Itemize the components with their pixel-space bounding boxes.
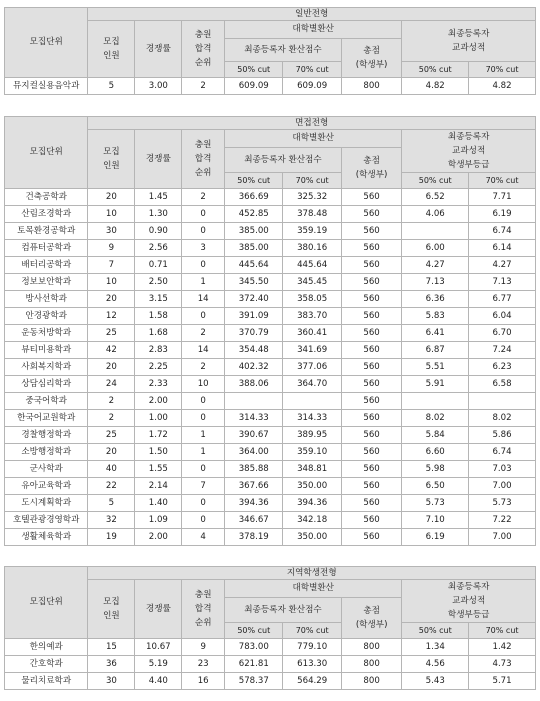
- total-cell: 560: [341, 512, 401, 529]
- total-cell: 560: [341, 240, 401, 257]
- ratio-cell: 2.33: [135, 376, 182, 393]
- unit-cell: 안경광학과: [5, 308, 88, 325]
- cut70-score-cell: 389.95: [283, 427, 341, 444]
- rank-cell: 1: [182, 444, 225, 461]
- total-cell: 560: [341, 308, 401, 325]
- cut70-grade-cell: 5.86: [469, 427, 536, 444]
- unit-cell: 소방행정학과: [5, 444, 88, 461]
- table-row: [5, 342, 536, 359]
- quota-cell: 10: [88, 206, 135, 223]
- header-final-score: 최종등록자 환산점수: [225, 148, 342, 173]
- table-general: [4, 7, 536, 95]
- header-total: 총점 (학생부): [341, 39, 401, 78]
- rank-cell: 0: [182, 461, 225, 478]
- rank-cell: 14: [182, 342, 225, 359]
- cut50-score-cell: 385.00: [225, 240, 283, 257]
- ratio-cell: 2.56: [135, 240, 182, 257]
- rank-cell: 2: [182, 325, 225, 342]
- cut70-grade-cell: 1.42: [469, 639, 536, 656]
- cut50-grade-cell: 6.41: [402, 325, 469, 342]
- total-cell: 560: [341, 274, 401, 291]
- unit-cell: 컴퓨터공학과: [5, 240, 88, 257]
- cut70-score-cell: 350.00: [283, 529, 341, 546]
- cut50-score-cell: 390.67: [225, 427, 283, 444]
- cut70-grade-cell: 5.73: [469, 495, 536, 512]
- header-final-score: 최종등록자 환산점수: [225, 598, 342, 623]
- cut70-score-cell: 350.00: [283, 478, 341, 495]
- total-cell: 560: [341, 410, 401, 427]
- quota-cell: 19: [88, 529, 135, 546]
- cut70-grade-cell: 6.58: [469, 376, 536, 393]
- cut70-grade-cell: 7.22: [469, 512, 536, 529]
- cut50-grade-cell: 6.19: [402, 529, 469, 546]
- rank-cell: 0: [182, 512, 225, 529]
- ratio-cell: 0.71: [135, 257, 182, 274]
- ratio-cell: 4.40: [135, 673, 182, 690]
- cut50-score-cell: 385.00: [225, 223, 283, 240]
- cut50-score-cell: 452.85: [225, 206, 283, 223]
- total-cell: 560: [341, 189, 401, 206]
- ratio-cell: 2.50: [135, 274, 182, 291]
- rank-cell: 16: [182, 673, 225, 690]
- cut70-score-cell: 377.06: [283, 359, 341, 376]
- cut70-score-cell: 359.19: [283, 223, 341, 240]
- ratio-cell: 1.68: [135, 325, 182, 342]
- total-cell: 560: [341, 359, 401, 376]
- cut50-score-cell: 314.33: [225, 410, 283, 427]
- header-quota: 모집 인원: [88, 580, 135, 639]
- header-univ-conv: 대학별환산: [225, 130, 402, 148]
- table-row: [5, 308, 536, 325]
- rank-cell: 0: [182, 206, 225, 223]
- quota-cell: 20: [88, 359, 135, 376]
- cut70-score-cell: 314.33: [283, 410, 341, 427]
- cut50-score-cell: 370.79: [225, 325, 283, 342]
- ratio-cell: 1.50: [135, 444, 182, 461]
- table-regional: [4, 566, 536, 690]
- cut50-grade-cell: [402, 223, 469, 240]
- header-unit: 모집단위: [5, 117, 88, 189]
- table-body: [5, 639, 536, 690]
- quota-cell: 15: [88, 639, 135, 656]
- cut70-score-cell: [283, 393, 341, 410]
- table-row: [5, 274, 536, 291]
- rank-cell: 1: [182, 274, 225, 291]
- ratio-cell: 1.30: [135, 206, 182, 223]
- cut70-score-cell: 380.16: [283, 240, 341, 257]
- table-row: [5, 461, 536, 478]
- cut70-grade-cell: 7.00: [469, 478, 536, 495]
- ratio-cell: 1.58: [135, 308, 182, 325]
- cut50-grade-cell: 6.87: [402, 342, 469, 359]
- cut70-score-cell: 342.18: [283, 512, 341, 529]
- quota-cell: 5: [88, 78, 135, 95]
- ratio-cell: 1.09: [135, 512, 182, 529]
- cut50-grade-cell: 6.60: [402, 444, 469, 461]
- total-cell: 560: [341, 206, 401, 223]
- header-grade-cut70: 70% cut: [469, 62, 536, 78]
- unit-cell: 뷰티미용학과: [5, 342, 88, 359]
- unit-cell: 뮤지컬실용음악과: [5, 78, 88, 95]
- rank-cell: 0: [182, 308, 225, 325]
- rank-cell: 23: [182, 656, 225, 673]
- cut70-grade-cell: 6.23: [469, 359, 536, 376]
- unit-cell: 호텔관광경영학과: [5, 512, 88, 529]
- unit-cell: 상담심리학과: [5, 376, 88, 393]
- ratio-cell: 2.83: [135, 342, 182, 359]
- cut70-grade-cell: 4.73: [469, 656, 536, 673]
- cut50-score-cell: 402.32: [225, 359, 283, 376]
- unit-cell: 배터리공학과: [5, 257, 88, 274]
- header-quota: 모집 인원: [88, 130, 135, 189]
- cut70-grade-cell: 5.71: [469, 673, 536, 690]
- cut70-grade-cell: 6.04: [469, 308, 536, 325]
- ratio-cell: 2.00: [135, 393, 182, 410]
- header-cut50: 50% cut: [225, 623, 283, 639]
- unit-cell: 도시계획학과: [5, 495, 88, 512]
- header-grade-cut70: 70% cut: [469, 173, 536, 189]
- table-row: [5, 325, 536, 342]
- cut70-score-cell: 383.70: [283, 308, 341, 325]
- ratio-cell: 2.14: [135, 478, 182, 495]
- header-unit: 모집단위: [5, 8, 88, 78]
- header-final-grade: 최종등록자 교과성적: [402, 21, 536, 62]
- header-cut70: 70% cut: [283, 623, 341, 639]
- total-cell: 800: [341, 673, 401, 690]
- table-row: [5, 189, 536, 206]
- table-body: [5, 78, 536, 95]
- header-rank: 충원 합격 순위: [182, 580, 225, 639]
- table-row: [5, 240, 536, 257]
- header-grade-cut50: 50% cut: [402, 62, 469, 78]
- cut50-score-cell: 366.69: [225, 189, 283, 206]
- table-row: [5, 656, 536, 673]
- rank-cell: 4: [182, 529, 225, 546]
- rank-cell: 0: [182, 410, 225, 427]
- cut70-grade-cell: 7.03: [469, 461, 536, 478]
- unit-cell: 군사학과: [5, 461, 88, 478]
- cut50-grade-cell: 6.50: [402, 478, 469, 495]
- table-interview: [4, 116, 536, 546]
- quota-cell: 30: [88, 673, 135, 690]
- table-row: [5, 512, 536, 529]
- cut50-score-cell: 609.09: [225, 78, 283, 95]
- header-rank: 충원 합격 순위: [182, 21, 225, 78]
- ratio-cell: 1.55: [135, 461, 182, 478]
- total-cell: 560: [341, 325, 401, 342]
- unit-cell: 산림조경학과: [5, 206, 88, 223]
- header-final-score: 최종등록자 환산점수: [225, 39, 342, 62]
- quota-cell: 20: [88, 291, 135, 308]
- rank-cell: 0: [182, 495, 225, 512]
- cut50-grade-cell: 4.27: [402, 257, 469, 274]
- total-cell: 560: [341, 495, 401, 512]
- rank-cell: 0: [182, 257, 225, 274]
- total-cell: 560: [341, 376, 401, 393]
- quota-cell: 32: [88, 512, 135, 529]
- header-grade-cut50: 50% cut: [402, 623, 469, 639]
- header-cut70: 70% cut: [283, 173, 341, 189]
- rank-cell: 14: [182, 291, 225, 308]
- quota-cell: 22: [88, 478, 135, 495]
- rank-cell: 2: [182, 189, 225, 206]
- total-cell: 560: [341, 444, 401, 461]
- cut50-score-cell: 385.88: [225, 461, 283, 478]
- header-rank: 충원 합격 순위: [182, 130, 225, 189]
- cut70-score-cell: 348.81: [283, 461, 341, 478]
- cut50-score-cell: 367.66: [225, 478, 283, 495]
- section-title: 지역학생전형: [88, 567, 536, 580]
- cut70-score-cell: 360.41: [283, 325, 341, 342]
- rank-cell: 10: [182, 376, 225, 393]
- unit-cell: 한국어교원학과: [5, 410, 88, 427]
- unit-cell: 사회복지학과: [5, 359, 88, 376]
- header-final-grade: 최종등록자 교과성적 학생부등급: [402, 130, 536, 173]
- rank-cell: 0: [182, 223, 225, 240]
- header-univ-conv: 대학별환산: [225, 580, 402, 598]
- cut70-score-cell: 609.09: [283, 78, 341, 95]
- cut50-grade-cell: 5.43: [402, 673, 469, 690]
- total-cell: 560: [341, 393, 401, 410]
- total-cell: 560: [341, 461, 401, 478]
- cut70-grade-cell: 6.70: [469, 325, 536, 342]
- quota-cell: 2: [88, 410, 135, 427]
- cut70-grade-cell: 8.02: [469, 410, 536, 427]
- unit-cell: 운동처방학과: [5, 325, 88, 342]
- quota-cell: 20: [88, 189, 135, 206]
- cut50-grade-cell: 6.52: [402, 189, 469, 206]
- quota-cell: 42: [88, 342, 135, 359]
- cut70-score-cell: 359.10: [283, 444, 341, 461]
- quota-cell: 9: [88, 240, 135, 257]
- header-cut50: 50% cut: [225, 173, 283, 189]
- cut50-score-cell: 354.48: [225, 342, 283, 359]
- header-quota: 모집 인원: [88, 21, 135, 78]
- unit-cell: 토목환경공학과: [5, 223, 88, 240]
- header-grade-cut70: 70% cut: [469, 623, 536, 639]
- unit-cell: 방사선학과: [5, 291, 88, 308]
- cut50-score-cell: 364.00: [225, 444, 283, 461]
- header-cut70: 70% cut: [283, 62, 341, 78]
- header-grade-cut50: 50% cut: [402, 173, 469, 189]
- cut50-score-cell: 372.40: [225, 291, 283, 308]
- cut50-score-cell: 578.37: [225, 673, 283, 690]
- cut50-grade-cell: 5.98: [402, 461, 469, 478]
- table-row: [5, 639, 536, 656]
- ratio-cell: 2.25: [135, 359, 182, 376]
- cut50-score-cell: 391.09: [225, 308, 283, 325]
- cut70-score-cell: 345.45: [283, 274, 341, 291]
- cut70-score-cell: 394.36: [283, 495, 341, 512]
- cut70-grade-cell: [469, 393, 536, 410]
- cut50-grade-cell: 7.13: [402, 274, 469, 291]
- header-unit: 모집단위: [5, 567, 88, 639]
- rank-cell: 3: [182, 240, 225, 257]
- cut50-grade-cell: 7.10: [402, 512, 469, 529]
- ratio-cell: 1.45: [135, 189, 182, 206]
- cut50-grade-cell: 5.51: [402, 359, 469, 376]
- cut70-grade-cell: 6.19: [469, 206, 536, 223]
- header-final-grade: 최종등록자 교과성적 학생부등급: [402, 580, 536, 623]
- cut70-grade-cell: 6.74: [469, 223, 536, 240]
- header-univ-conv: 대학별환산: [225, 21, 402, 39]
- rank-cell: 9: [182, 639, 225, 656]
- quota-cell: 12: [88, 308, 135, 325]
- cut70-score-cell: 613.30: [283, 656, 341, 673]
- table-row: [5, 478, 536, 495]
- section-title: 면접전형: [88, 117, 536, 130]
- ratio-cell: 5.19: [135, 656, 182, 673]
- cut50-grade-cell: 6.00: [402, 240, 469, 257]
- cut50-grade-cell: [402, 393, 469, 410]
- unit-cell: 한의예과: [5, 639, 88, 656]
- ratio-cell: 1.72: [135, 427, 182, 444]
- cut50-grade-cell: 1.34: [402, 639, 469, 656]
- unit-cell: 건축공학과: [5, 189, 88, 206]
- cut70-score-cell: 378.48: [283, 206, 341, 223]
- total-cell: 800: [341, 656, 401, 673]
- quota-cell: 40: [88, 461, 135, 478]
- total-cell: 800: [341, 639, 401, 656]
- cut70-score-cell: 341.69: [283, 342, 341, 359]
- quota-cell: 10: [88, 274, 135, 291]
- cut70-grade-cell: 7.00: [469, 529, 536, 546]
- cut70-grade-cell: 6.14: [469, 240, 536, 257]
- cut50-grade-cell: 4.06: [402, 206, 469, 223]
- cut50-score-cell: 378.19: [225, 529, 283, 546]
- cut50-grade-cell: 5.83: [402, 308, 469, 325]
- ratio-cell: 0.90: [135, 223, 182, 240]
- cut50-score-cell: 445.64: [225, 257, 283, 274]
- ratio-cell: 10.67: [135, 639, 182, 656]
- quota-cell: 25: [88, 325, 135, 342]
- header-ratio: 경쟁률: [135, 580, 182, 639]
- ratio-cell: 3.00: [135, 78, 182, 95]
- cut70-score-cell: 445.64: [283, 257, 341, 274]
- cut50-score-cell: 345.50: [225, 274, 283, 291]
- table-row: [5, 223, 536, 240]
- section-title: 일반전형: [88, 8, 536, 21]
- total-cell: 560: [341, 223, 401, 240]
- unit-cell: 간호학과: [5, 656, 88, 673]
- rank-cell: 1: [182, 427, 225, 444]
- table-row: [5, 206, 536, 223]
- ratio-cell: 1.40: [135, 495, 182, 512]
- rank-cell: 0: [182, 393, 225, 410]
- total-cell: 560: [341, 342, 401, 359]
- quota-cell: 30: [88, 223, 135, 240]
- cut50-score-cell: 388.06: [225, 376, 283, 393]
- unit-cell: 물리치료학과: [5, 673, 88, 690]
- unit-cell: 정보보안학과: [5, 274, 88, 291]
- cut70-score-cell: 564.29: [283, 673, 341, 690]
- cut50-grade-cell: 8.02: [402, 410, 469, 427]
- total-cell: 560: [341, 478, 401, 495]
- cut70-grade-cell: 4.82: [469, 78, 536, 95]
- cut70-score-cell: 779.10: [283, 639, 341, 656]
- cut50-score-cell: [225, 393, 283, 410]
- table-row: [5, 529, 536, 546]
- rank-cell: 2: [182, 78, 225, 95]
- quota-cell: 5: [88, 495, 135, 512]
- table-body: [5, 189, 536, 546]
- table-row: [5, 257, 536, 274]
- table-row: [5, 393, 536, 410]
- header-ratio: 경쟁률: [135, 21, 182, 78]
- cut50-grade-cell: 5.84: [402, 427, 469, 444]
- unit-cell: 경찰행정학과: [5, 427, 88, 444]
- table-row: [5, 673, 536, 690]
- table-row: [5, 78, 536, 95]
- cut50-score-cell: 346.67: [225, 512, 283, 529]
- cut70-grade-cell: 6.74: [469, 444, 536, 461]
- total-cell: 560: [341, 291, 401, 308]
- unit-cell: 유아교육학과: [5, 478, 88, 495]
- cut50-score-cell: 394.36: [225, 495, 283, 512]
- table-row: [5, 444, 536, 461]
- total-cell: 560: [341, 257, 401, 274]
- table-row: [5, 291, 536, 308]
- cut70-grade-cell: 4.27: [469, 257, 536, 274]
- ratio-cell: 3.15: [135, 291, 182, 308]
- cut50-grade-cell: 6.36: [402, 291, 469, 308]
- unit-cell: 생활체육학과: [5, 529, 88, 546]
- quota-cell: 25: [88, 427, 135, 444]
- rank-cell: 2: [182, 359, 225, 376]
- total-cell: 560: [341, 529, 401, 546]
- quota-cell: 20: [88, 444, 135, 461]
- cut70-grade-cell: 7.24: [469, 342, 536, 359]
- header-cut50: 50% cut: [225, 62, 283, 78]
- table-row: [5, 427, 536, 444]
- table-row: [5, 410, 536, 427]
- header-total: 총점 (학생부): [341, 598, 401, 639]
- cut70-score-cell: 325.32: [283, 189, 341, 206]
- cut70-score-cell: 364.70: [283, 376, 341, 393]
- header-ratio: 경쟁률: [135, 130, 182, 189]
- total-cell: 800: [341, 78, 401, 95]
- table-row: [5, 495, 536, 512]
- total-cell: 560: [341, 427, 401, 444]
- cut50-score-cell: 783.00: [225, 639, 283, 656]
- table-row: [5, 376, 536, 393]
- cut50-grade-cell: 4.56: [402, 656, 469, 673]
- quota-cell: 2: [88, 393, 135, 410]
- quota-cell: 7: [88, 257, 135, 274]
- quota-cell: 36: [88, 656, 135, 673]
- header-total: 총점 (학생부): [341, 148, 401, 189]
- cut70-grade-cell: 7.71: [469, 189, 536, 206]
- cut70-grade-cell: 6.77: [469, 291, 536, 308]
- cut50-grade-cell: 4.82: [402, 78, 469, 95]
- cut50-score-cell: 621.81: [225, 656, 283, 673]
- table-row: [5, 359, 536, 376]
- cut50-grade-cell: 5.91: [402, 376, 469, 393]
- ratio-cell: 2.00: [135, 529, 182, 546]
- cut50-grade-cell: 5.73: [402, 495, 469, 512]
- cut70-score-cell: 358.05: [283, 291, 341, 308]
- unit-cell: 중국어학과: [5, 393, 88, 410]
- rank-cell: 7: [182, 478, 225, 495]
- ratio-cell: 1.00: [135, 410, 182, 427]
- cut70-grade-cell: 7.13: [469, 274, 536, 291]
- quota-cell: 24: [88, 376, 135, 393]
